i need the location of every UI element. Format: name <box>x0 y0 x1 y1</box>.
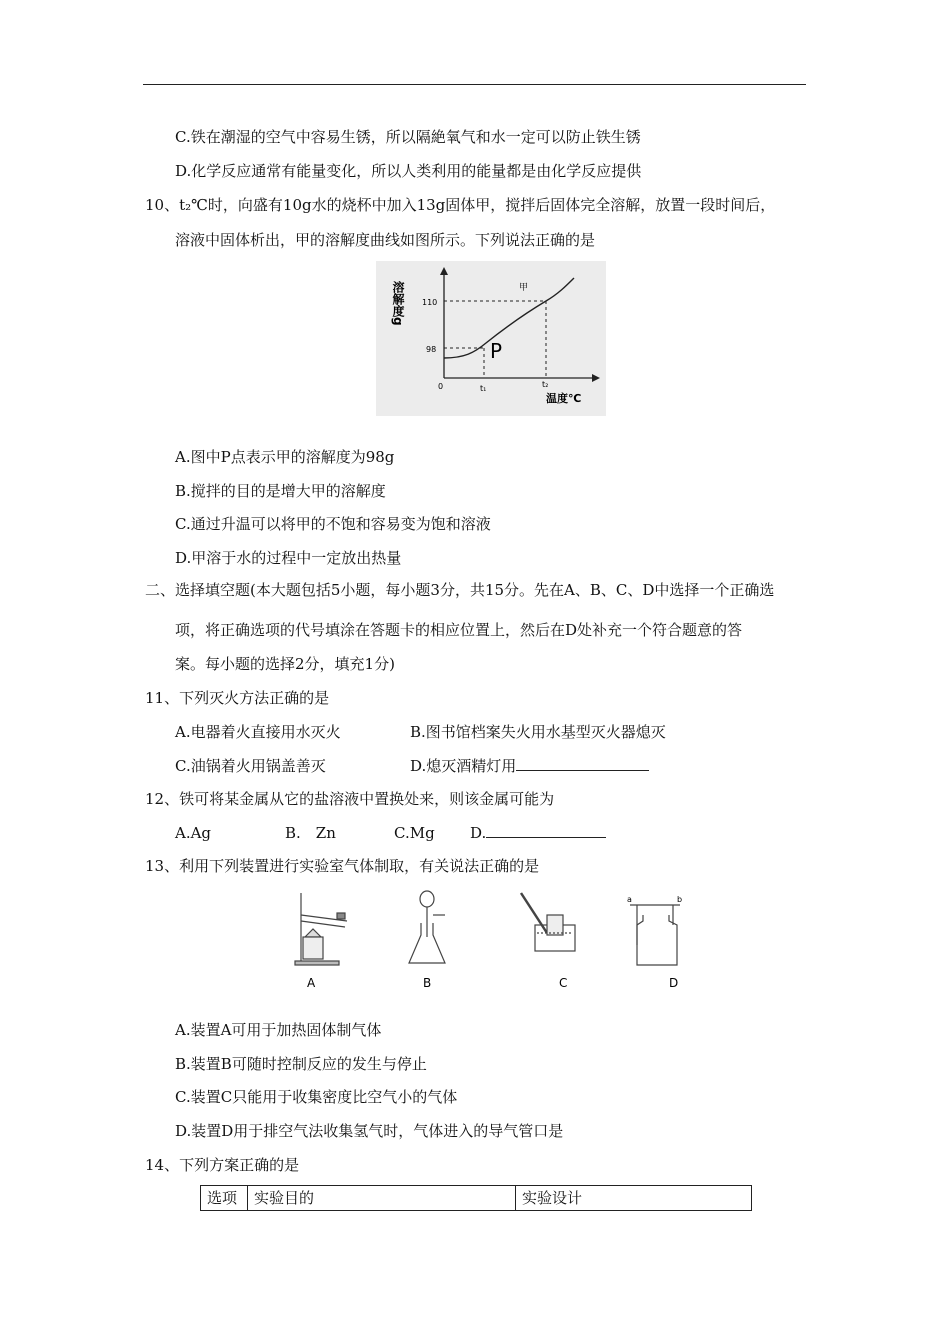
q12-option-d <box>470 823 606 843</box>
graph-xlabel: 温度℃ <box>546 392 582 405</box>
q12-option-a: A.Ag <box>175 824 212 842</box>
apparatus-figure <box>285 885 705 995</box>
q10-stem-line1: 10、t₂℃时，向盛有10g水的烧杯中加入13g固体甲，搅拌后固体完全溶解，放置一段时间后， <box>145 196 776 214</box>
q11-option-d-text: D.熄灭酒精灯用 <box>410 757 517 775</box>
header-option: 选项 <box>201 1186 248 1211</box>
graph-y-98: 98 <box>426 345 437 354</box>
flame-a <box>305 929 321 937</box>
tube-b-label: b <box>677 895 683 904</box>
x-axis-arrow <box>592 374 600 382</box>
q12-stem: 12、铁可将某金属从它的盐溶液中置换处来，则该金属可能为 <box>145 790 555 808</box>
q12-option-c: C.Mg <box>394 824 435 842</box>
q14-table <box>200 1185 752 1211</box>
graph-y-110: 110 <box>422 298 438 307</box>
q9-option-d: D.化学反应通常有能量变化，所以人类利用的能量都是由化学反应提供 <box>175 162 642 180</box>
app-label-a: A <box>307 976 316 990</box>
graph-curve-label: 甲 <box>519 283 529 293</box>
section2-line3: 案。每小题的选择2分，填充1分) <box>175 655 395 673</box>
section2-line1: 二、选择填空题(本大题包括5小题，每小题3分，共15分。先在A、B、C、D中选择一个正确选 <box>145 581 775 599</box>
section2-line2: 项，将正确选项的代号填涂在答题卡的相应位置上，然后在D处补充一个符合题意的答 <box>175 621 743 639</box>
stand-base-a <box>295 961 339 965</box>
q10-option-b: B.搅拌的目的是增大甲的溶解度 <box>175 482 386 500</box>
bottle-d <box>637 915 677 965</box>
q9-option-c: C.铁在潮湿的空气中容易生锈，所以隔絶氧气和水一定可以防止铁生锈 <box>175 128 641 146</box>
graph-origin: 0 <box>438 382 444 391</box>
q14-stem: 14、下列方案正确的是 <box>145 1156 300 1174</box>
graph-point-p: P <box>490 339 503 363</box>
clamp-a <box>337 913 345 919</box>
q11-option-d <box>410 756 649 776</box>
funnel-b <box>420 891 434 907</box>
q13-option-a: A.装置A可用于加热固体制气体 <box>175 1021 382 1039</box>
q12-option-b: B. Zn <box>285 824 336 842</box>
q11-option-b: B.图书馆档案失火用水基型灭火器熄灭 <box>410 723 666 741</box>
q13-stem: 13、利用下列装置进行实验室气体制取，有关说法正确的是 <box>145 857 540 875</box>
q13-option-d: D.装置D用于排空气法收集氢气时，气体进入的导气管口是 <box>175 1122 564 1140</box>
graph-t2: t₂ <box>542 380 549 389</box>
q10-stem-line2: 溶液中固体析出，甲的溶解度曲线如图所示。下列说法正确的是 <box>175 231 596 249</box>
q10-option-a: A.图中P点表示甲的溶解度为98g <box>175 448 395 466</box>
tube-c <box>521 893 547 933</box>
y-axis-arrow <box>440 267 448 275</box>
solubility-curve-svg <box>376 261 606 416</box>
curve-jia <box>444 278 574 358</box>
graph-t1: t₁ <box>480 384 487 393</box>
jar-c <box>547 915 563 935</box>
q11-option-c: C.油锅着火用锅盖善灭 <box>175 757 326 775</box>
q11-option-a: A.电器着火直接用水灭火 <box>175 723 341 741</box>
app-label-b: B <box>423 976 432 990</box>
test-tube-a2 <box>301 921 345 927</box>
q10-option-c: C.通过升温可以将甲的不饱和容易变为饱和溶液 <box>175 515 491 533</box>
q13-option-c: C.装置C只能用于收集密度比空气小的气体 <box>175 1088 458 1106</box>
app-label-d: D <box>669 976 679 990</box>
header-purpose: 实验目的 <box>248 1186 516 1211</box>
lamp-a <box>303 937 323 959</box>
q13-option-b: B.装置B可随时控制反应的发生与停止 <box>175 1055 427 1073</box>
q12-answer-blank <box>486 823 606 838</box>
app-label-c: C <box>559 976 568 990</box>
q10-option-d: D.甲溶于水的过程中一定放出热量 <box>175 549 402 567</box>
tube-a-label: a <box>627 895 632 904</box>
apparatus-svg <box>285 885 705 995</box>
graph-ylabel: 溶解度g <box>391 281 405 326</box>
solubility-curve-figure <box>376 261 606 416</box>
header-rule <box>143 84 806 85</box>
table-header-row <box>201 1186 752 1211</box>
header-design: 实验设计 <box>516 1186 752 1211</box>
q12-option-d-text: D. <box>470 824 487 842</box>
q11-stem: 11、下列灭火方法正确的是 <box>145 689 330 707</box>
q11-answer-blank <box>516 756 649 771</box>
